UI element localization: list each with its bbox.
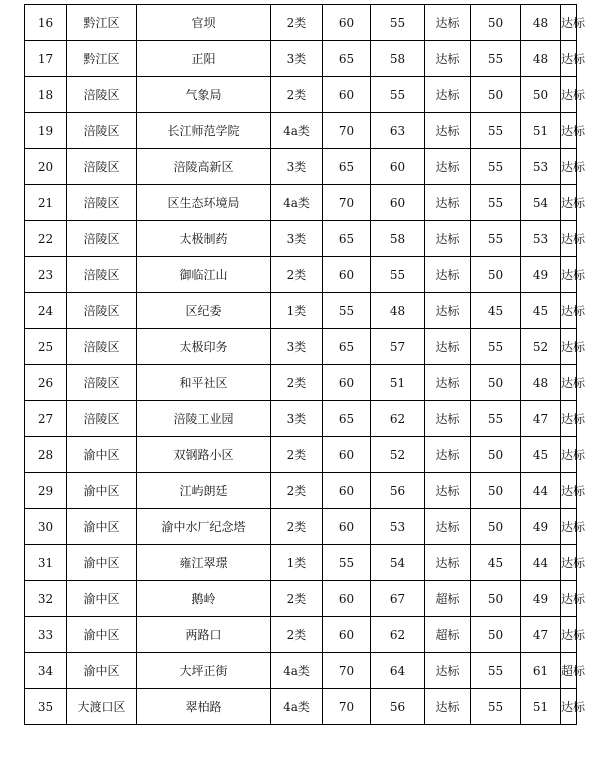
district-cell: 涪陵区 xyxy=(67,293,137,329)
district-cell: 涪陵区 xyxy=(67,257,137,293)
site-cell: 渝中水厂纪念塔 xyxy=(137,509,271,545)
day-limit-cell: 65 xyxy=(323,329,371,365)
table-row xyxy=(25,149,577,185)
district-cell: 渝中区 xyxy=(67,473,137,509)
row-number: 29 xyxy=(25,473,67,509)
day-limit-cell: 60 xyxy=(323,365,371,401)
row-number: 33 xyxy=(25,617,67,653)
day-result-cell: 达标 xyxy=(425,509,471,545)
night-limit-cell: 55 xyxy=(471,113,521,149)
row-number: 24 xyxy=(25,293,67,329)
night-result-cell: 超标 xyxy=(561,653,577,689)
table-row xyxy=(25,5,577,41)
row-number: 22 xyxy=(25,221,67,257)
table-row xyxy=(25,581,577,617)
night-limit-cell: 55 xyxy=(471,41,521,77)
day-result-cell: 达标 xyxy=(425,257,471,293)
night-value-cell: 51 xyxy=(521,113,561,149)
site-cell: 鹅岭 xyxy=(137,581,271,617)
day-limit-cell: 60 xyxy=(323,509,371,545)
night-value-cell: 50 xyxy=(521,77,561,113)
zone-category-cell: 4a类 xyxy=(271,185,323,221)
site-cell: 涪陵工业园 xyxy=(137,401,271,437)
night-value-cell: 49 xyxy=(521,509,561,545)
row-number: 32 xyxy=(25,581,67,617)
table-row xyxy=(25,113,577,149)
row-number: 25 xyxy=(25,329,67,365)
day-limit-cell: 60 xyxy=(323,437,371,473)
zone-category-cell: 4a类 xyxy=(271,689,323,725)
night-result-cell: 达标 xyxy=(561,329,577,365)
table-row xyxy=(25,401,577,437)
day-limit-cell: 65 xyxy=(323,149,371,185)
day-limit-cell: 60 xyxy=(323,77,371,113)
zone-category-cell: 2类 xyxy=(271,509,323,545)
night-limit-cell: 55 xyxy=(471,185,521,221)
day-value-cell: 52 xyxy=(371,437,425,473)
night-result-cell: 达标 xyxy=(561,365,577,401)
row-number: 28 xyxy=(25,437,67,473)
day-result-cell: 达标 xyxy=(425,185,471,221)
night-result-cell: 达标 xyxy=(561,113,577,149)
day-value-cell: 53 xyxy=(371,509,425,545)
zone-category-cell: 3类 xyxy=(271,41,323,77)
row-number: 18 xyxy=(25,77,67,113)
night-result-cell: 达标 xyxy=(561,257,577,293)
night-limit-cell: 55 xyxy=(471,329,521,365)
day-result-cell: 超标 xyxy=(425,581,471,617)
night-value-cell: 45 xyxy=(521,293,561,329)
night-result-cell: 达标 xyxy=(561,617,577,653)
day-result-cell: 达标 xyxy=(425,293,471,329)
night-result-cell: 达标 xyxy=(561,221,577,257)
table-row xyxy=(25,257,577,293)
night-value-cell: 45 xyxy=(521,437,561,473)
night-value-cell: 53 xyxy=(521,149,561,185)
day-limit-cell: 70 xyxy=(323,185,371,221)
day-value-cell: 55 xyxy=(371,257,425,293)
table-body xyxy=(25,5,586,725)
day-limit-cell: 70 xyxy=(323,653,371,689)
night-value-cell: 61 xyxy=(521,653,561,689)
night-value-cell: 52 xyxy=(521,329,561,365)
night-result-cell: 达标 xyxy=(561,41,577,77)
zone-category-cell: 3类 xyxy=(271,329,323,365)
day-limit-cell: 65 xyxy=(323,221,371,257)
night-limit-cell: 50 xyxy=(471,437,521,473)
day-result-cell: 达标 xyxy=(425,473,471,509)
night-value-cell: 49 xyxy=(521,581,561,617)
zone-category-cell: 1类 xyxy=(271,545,323,581)
day-value-cell: 57 xyxy=(371,329,425,365)
row-number: 30 xyxy=(25,509,67,545)
district-cell: 涪陵区 xyxy=(67,77,137,113)
zone-category-cell: 4a类 xyxy=(271,113,323,149)
night-result-cell: 达标 xyxy=(561,509,577,545)
night-value-cell: 48 xyxy=(521,5,561,41)
night-limit-cell: 55 xyxy=(471,149,521,185)
day-result-cell: 达标 xyxy=(425,113,471,149)
table-row xyxy=(25,545,577,581)
site-cell: 太极制药 xyxy=(137,221,271,257)
table-row xyxy=(25,509,577,545)
site-cell: 江屿朗廷 xyxy=(137,473,271,509)
district-cell: 涪陵区 xyxy=(67,113,137,149)
night-limit-cell: 50 xyxy=(471,617,521,653)
day-limit-cell: 65 xyxy=(323,41,371,77)
day-limit-cell: 55 xyxy=(323,545,371,581)
district-cell: 黔江区 xyxy=(67,41,137,77)
night-result-cell: 达标 xyxy=(561,5,577,41)
day-value-cell: 63 xyxy=(371,113,425,149)
day-result-cell: 达标 xyxy=(425,149,471,185)
row-number: 35 xyxy=(25,689,67,725)
site-cell: 翠柏路 xyxy=(137,689,271,725)
day-value-cell: 56 xyxy=(371,473,425,509)
day-value-cell: 64 xyxy=(371,653,425,689)
night-result-cell: 达标 xyxy=(561,545,577,581)
night-value-cell: 54 xyxy=(521,185,561,221)
table-row xyxy=(25,329,577,365)
day-limit-cell: 65 xyxy=(323,401,371,437)
day-result-cell: 达标 xyxy=(425,329,471,365)
district-cell: 渝中区 xyxy=(67,653,137,689)
day-limit-cell: 60 xyxy=(323,581,371,617)
site-cell: 大坪正街 xyxy=(137,653,271,689)
district-cell: 渝中区 xyxy=(67,437,137,473)
row-number: 19 xyxy=(25,113,67,149)
day-result-cell: 达标 xyxy=(425,653,471,689)
site-cell: 雍江翠璟 xyxy=(137,545,271,581)
day-limit-cell: 70 xyxy=(323,113,371,149)
day-value-cell: 60 xyxy=(371,185,425,221)
night-limit-cell: 55 xyxy=(471,653,521,689)
day-result-cell: 达标 xyxy=(425,545,471,581)
table-row xyxy=(25,437,577,473)
zone-category-cell: 3类 xyxy=(271,221,323,257)
night-limit-cell: 50 xyxy=(471,257,521,293)
table-row xyxy=(25,185,577,221)
night-value-cell: 53 xyxy=(521,221,561,257)
day-value-cell: 56 xyxy=(371,689,425,725)
zone-category-cell: 2类 xyxy=(271,77,323,113)
zone-category-cell: 2类 xyxy=(271,257,323,293)
zone-category-cell: 4a类 xyxy=(271,653,323,689)
table-row xyxy=(25,473,577,509)
night-limit-cell: 45 xyxy=(471,293,521,329)
night-value-cell: 44 xyxy=(521,473,561,509)
table-row xyxy=(25,221,577,257)
night-limit-cell: 50 xyxy=(471,5,521,41)
zone-category-cell: 2类 xyxy=(271,365,323,401)
day-result-cell: 达标 xyxy=(425,221,471,257)
day-result-cell: 达标 xyxy=(425,365,471,401)
zone-category-cell: 2类 xyxy=(271,473,323,509)
day-result-cell: 达标 xyxy=(425,41,471,77)
row-number: 26 xyxy=(25,365,67,401)
night-result-cell: 达标 xyxy=(561,437,577,473)
day-value-cell: 58 xyxy=(371,41,425,77)
day-value-cell: 51 xyxy=(371,365,425,401)
site-cell: 区纪委 xyxy=(137,293,271,329)
night-result-cell: 达标 xyxy=(561,581,577,617)
day-result-cell: 达标 xyxy=(425,437,471,473)
monitoring-table xyxy=(24,4,586,725)
row-number: 34 xyxy=(25,653,67,689)
table-row xyxy=(25,653,577,689)
site-cell: 和平社区 xyxy=(137,365,271,401)
site-cell: 正阳 xyxy=(137,41,271,77)
site-cell: 气象局 xyxy=(137,77,271,113)
site-cell: 官坝 xyxy=(137,5,271,41)
table-row xyxy=(25,77,577,113)
district-cell: 渝中区 xyxy=(67,581,137,617)
day-value-cell: 55 xyxy=(371,77,425,113)
zone-category-cell: 2类 xyxy=(271,617,323,653)
row-number: 17 xyxy=(25,41,67,77)
row-number: 31 xyxy=(25,545,67,581)
table-row xyxy=(25,365,577,401)
night-value-cell: 49 xyxy=(521,257,561,293)
row-number: 21 xyxy=(25,185,67,221)
row-number: 23 xyxy=(25,257,67,293)
day-limit-cell: 70 xyxy=(323,689,371,725)
day-value-cell: 60 xyxy=(371,149,425,185)
day-result-cell: 超标 xyxy=(425,617,471,653)
day-limit-cell: 60 xyxy=(323,617,371,653)
day-limit-cell: 60 xyxy=(323,257,371,293)
district-cell: 渝中区 xyxy=(67,509,137,545)
table-row xyxy=(25,689,577,725)
zone-category-cell: 3类 xyxy=(271,401,323,437)
district-cell: 涪陵区 xyxy=(67,185,137,221)
district-cell: 涪陵区 xyxy=(67,401,137,437)
night-result-cell: 达标 xyxy=(561,401,577,437)
day-result-cell: 达标 xyxy=(425,401,471,437)
district-cell: 渝中区 xyxy=(67,545,137,581)
day-result-cell: 达标 xyxy=(425,5,471,41)
site-cell: 太极印务 xyxy=(137,329,271,365)
day-value-cell: 55 xyxy=(371,5,425,41)
night-result-cell: 达标 xyxy=(561,77,577,113)
row-number: 16 xyxy=(25,5,67,41)
day-value-cell: 67 xyxy=(371,581,425,617)
night-result-cell: 达标 xyxy=(561,185,577,221)
night-value-cell: 44 xyxy=(521,545,561,581)
site-cell: 区生态环境局 xyxy=(137,185,271,221)
night-value-cell: 48 xyxy=(521,365,561,401)
night-limit-cell: 50 xyxy=(471,473,521,509)
site-cell: 长江师范学院 xyxy=(137,113,271,149)
night-result-cell: 达标 xyxy=(561,473,577,509)
night-result-cell: 达标 xyxy=(561,293,577,329)
night-value-cell: 47 xyxy=(521,617,561,653)
night-limit-cell: 50 xyxy=(471,365,521,401)
row-number: 20 xyxy=(25,149,67,185)
district-cell: 涪陵区 xyxy=(67,365,137,401)
day-result-cell: 达标 xyxy=(425,689,471,725)
night-result-cell: 达标 xyxy=(561,149,577,185)
night-limit-cell: 50 xyxy=(471,509,521,545)
district-cell: 涪陵区 xyxy=(67,149,137,185)
district-cell: 大渡口区 xyxy=(67,689,137,725)
site-cell: 御临江山 xyxy=(137,257,271,293)
zone-category-cell: 2类 xyxy=(271,437,323,473)
table-row xyxy=(25,293,577,329)
night-value-cell: 47 xyxy=(521,401,561,437)
zone-category-cell: 3类 xyxy=(271,149,323,185)
night-limit-cell: 50 xyxy=(471,77,521,113)
row-number: 27 xyxy=(25,401,67,437)
day-value-cell: 62 xyxy=(371,401,425,437)
night-limit-cell: 45 xyxy=(471,545,521,581)
district-cell: 黔江区 xyxy=(67,5,137,41)
district-cell: 渝中区 xyxy=(67,617,137,653)
day-value-cell: 62 xyxy=(371,617,425,653)
night-result-cell: 达标 xyxy=(561,689,577,725)
zone-category-cell: 2类 xyxy=(271,5,323,41)
night-limit-cell: 55 xyxy=(471,401,521,437)
day-value-cell: 58 xyxy=(371,221,425,257)
day-result-cell: 达标 xyxy=(425,77,471,113)
night-limit-cell: 50 xyxy=(471,581,521,617)
day-value-cell: 54 xyxy=(371,545,425,581)
table-row xyxy=(25,41,577,77)
day-value-cell: 48 xyxy=(371,293,425,329)
district-cell: 涪陵区 xyxy=(67,221,137,257)
site-cell: 涪陵高新区 xyxy=(137,149,271,185)
night-limit-cell: 55 xyxy=(471,689,521,725)
site-cell: 两路口 xyxy=(137,617,271,653)
day-limit-cell: 55 xyxy=(323,293,371,329)
night-value-cell: 51 xyxy=(521,689,561,725)
table-row xyxy=(25,617,577,653)
site-cell: 双钢路小区 xyxy=(137,437,271,473)
day-limit-cell: 60 xyxy=(323,5,371,41)
district-cell: 涪陵区 xyxy=(67,329,137,365)
day-limit-cell: 60 xyxy=(323,473,371,509)
night-value-cell: 48 xyxy=(521,41,561,77)
zone-category-cell: 2类 xyxy=(271,581,323,617)
night-limit-cell: 55 xyxy=(471,221,521,257)
zone-category-cell: 1类 xyxy=(271,293,323,329)
